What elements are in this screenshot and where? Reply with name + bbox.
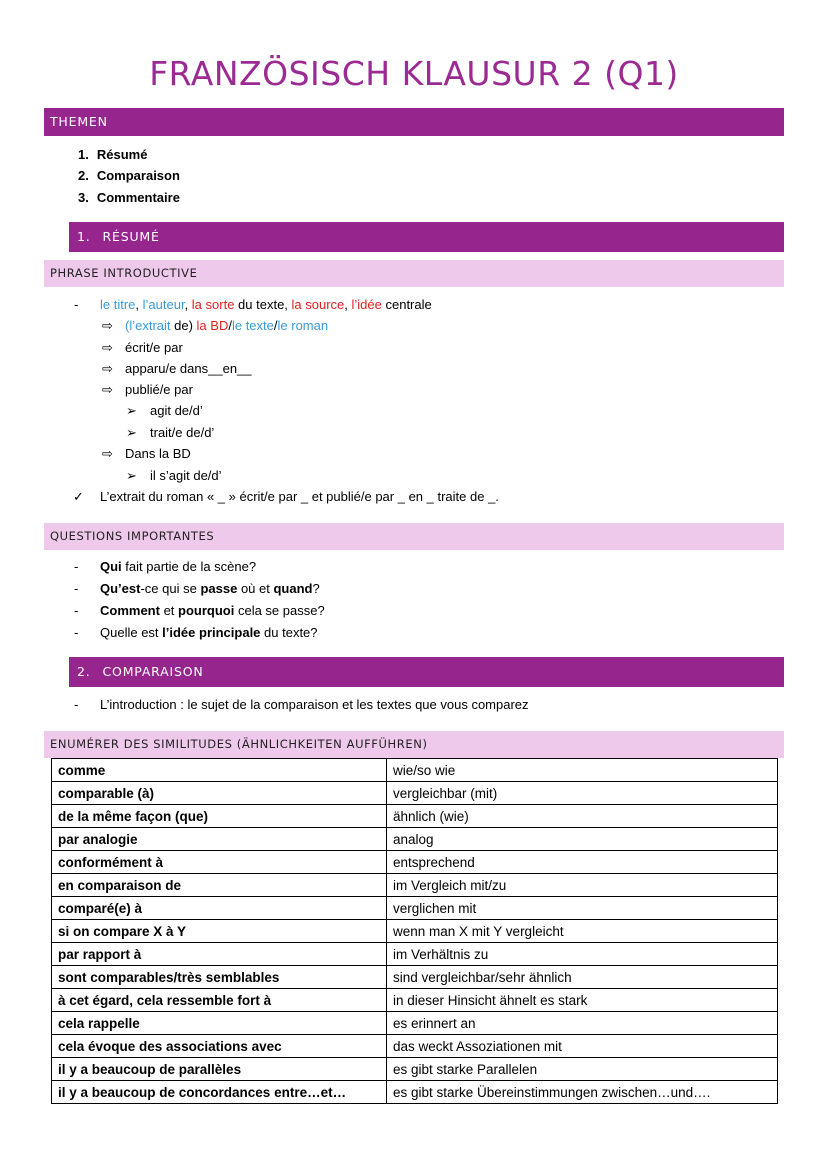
item-number: 2.	[78, 168, 89, 183]
dash-bullet: -	[74, 559, 79, 574]
sep: /	[228, 318, 232, 333]
french-expression-cell: sont comparables/très semblables	[52, 966, 387, 989]
q-keyword: Qui	[100, 559, 122, 574]
intro-line-3: écrit/e par	[125, 340, 183, 355]
french-expression-cell: il y a beaucoup de parallèles	[52, 1058, 387, 1081]
dash-bullet: -	[74, 603, 79, 618]
section-header-resume	[69, 222, 784, 252]
sep: centrale	[381, 297, 432, 312]
german-translation-cell: analog	[387, 828, 778, 851]
themen-header-label: THEMEN	[50, 114, 108, 129]
table-row	[52, 966, 778, 989]
arrow-right-icon: ⇨	[102, 382, 113, 397]
term-idee: l’idée	[351, 297, 382, 312]
arrow-right-icon: ⇨	[102, 318, 113, 333]
french-expression-cell: de la même façon (que)	[52, 805, 387, 828]
intro-elements-line	[100, 297, 432, 312]
term-bd: la BD	[196, 318, 229, 333]
page-title: FRANZÖSISCH KLAUSUR 2 (Q1)	[149, 54, 679, 93]
item-label: Résumé	[96, 147, 148, 162]
q-text: du texte?	[260, 625, 318, 640]
question-1	[100, 559, 256, 574]
q-keyword: Comment	[100, 603, 160, 618]
q-text: où et	[237, 581, 274, 596]
term-sorte: la sorte	[191, 297, 235, 312]
table-row	[52, 828, 778, 851]
french-expression-cell: il y a beaucoup de concordances entre…et…	[52, 1081, 387, 1104]
section-number: 1.	[77, 229, 91, 244]
comparaison-intro: L’introduction : le sujet de la comparaison et les textes que vous comparez	[100, 697, 529, 712]
table-row	[52, 1012, 778, 1035]
german-translation-cell: verglichen mit	[387, 897, 778, 920]
dash-bullet: -	[74, 625, 79, 640]
term-auteur: l’auteur	[142, 297, 185, 312]
table-row	[52, 1058, 778, 1081]
arrowhead-bullet-icon: ➢	[126, 468, 137, 483]
term-source: la source	[291, 297, 345, 312]
german-translation-cell: entsprechend	[387, 851, 778, 874]
question-3	[100, 603, 325, 618]
subheader-questions-importantes: QUESTIONS IMPORTANTES	[44, 523, 784, 550]
german-translation-cell: es gibt starke Übereinstimmungen zwischen…und….	[387, 1081, 778, 1104]
q-text: cela se passe?	[234, 603, 325, 618]
themen-item-3	[78, 190, 180, 205]
german-translation-cell: im Verhältnis zu	[387, 943, 778, 966]
dash-bullet: -	[74, 581, 79, 596]
question-4	[100, 625, 318, 640]
q-keyword: Qu’est	[100, 581, 141, 596]
intro-line-4: apparu/e dans__en__	[125, 361, 252, 376]
french-expression-cell: comparable (à)	[52, 782, 387, 805]
section-number: 2.	[77, 664, 91, 679]
german-translation-cell: ähnlich (wie)	[387, 805, 778, 828]
paren: (	[125, 318, 130, 333]
table-row	[52, 1081, 778, 1104]
table-row	[52, 805, 778, 828]
arrow-right-icon: ⇨	[102, 446, 113, 461]
term-roman: le roman	[277, 318, 329, 333]
german-translation-cell: es erinnert an	[387, 1012, 778, 1035]
german-translation-cell: wie/so wie	[387, 759, 778, 782]
table-row	[52, 874, 778, 897]
german-translation-cell: vergleichbar (mit)	[387, 782, 778, 805]
intro-line-5: publié/e par	[125, 382, 193, 397]
arrowhead-bullet-icon: ➢	[126, 425, 137, 440]
sep: de)	[170, 318, 197, 333]
themen-item-1	[78, 147, 147, 162]
term-extrait: l’extrait	[129, 318, 171, 333]
q-text: ?	[312, 581, 320, 596]
french-expression-cell: par analogie	[52, 828, 387, 851]
table-row	[52, 851, 778, 874]
sep: ,	[184, 297, 192, 312]
dash-bullet: -	[74, 297, 79, 312]
sep: ,	[135, 297, 143, 312]
section-label: COMPARAISON	[102, 664, 204, 679]
question-2	[100, 581, 320, 596]
subheader-similitudes: ENUMÉRER DES SIMILITUDES (ÄHNLICHKEITEN AUFFÜHREN)	[44, 731, 784, 758]
item-number: 3.	[78, 190, 89, 205]
french-expression-cell: comparé(e) à	[52, 897, 387, 920]
section-label: RÉSUMÉ	[102, 229, 160, 244]
german-translation-cell: im Vergleich mit/zu	[387, 874, 778, 897]
german-translation-cell: das weckt Assoziationen mit	[387, 1035, 778, 1058]
table-row	[52, 989, 778, 1012]
arrowhead-bullet-icon: ➢	[126, 403, 137, 418]
table-row	[52, 759, 778, 782]
sep: /	[273, 318, 278, 333]
item-number: 1.	[78, 147, 89, 162]
section-header-comparaison	[69, 657, 784, 687]
q-text: Quelle est	[100, 625, 163, 640]
q-keyword: pourquoi	[178, 603, 235, 618]
table-row	[52, 897, 778, 920]
intro-line-2	[125, 318, 328, 333]
french-expression-cell: cela rappelle	[52, 1012, 387, 1035]
q-keyword: l’idée principale	[162, 625, 261, 640]
french-expression-cell: à cet égard, cela ressemble fort à	[52, 989, 387, 1012]
german-translation-cell: sind vergleichbar/sehr ähnlich	[387, 966, 778, 989]
term-texte: le texte	[231, 318, 274, 333]
intro-line-8: Dans la BD	[125, 446, 191, 461]
intro-line-9: il s’agit de/d’	[150, 468, 222, 483]
q-text: fait partie de la scène?	[121, 559, 257, 574]
table-row	[52, 943, 778, 966]
intro-line-6: agit de/d’	[150, 403, 203, 418]
french-expression-cell: si on compare X à Y	[52, 920, 387, 943]
checkmark-icon: ✓	[73, 489, 84, 504]
french-expression-cell: en comparaison de	[52, 874, 387, 897]
dash-bullet: -	[74, 697, 79, 712]
french-expression-cell: cela évoque des associations avec	[52, 1035, 387, 1058]
q-keyword: passe	[200, 581, 238, 596]
sep: ,	[344, 297, 352, 312]
subheader-phrase-introductive: PHRASE INTRODUCTIVE	[44, 260, 784, 287]
french-expression-cell: par rapport à	[52, 943, 387, 966]
german-translation-cell: in dieser Hinsicht ähnelt es stark	[387, 989, 778, 1012]
section-header-themen	[44, 108, 784, 136]
themen-item-2	[78, 168, 180, 183]
intro-line-7: trait/e de/d’	[150, 425, 215, 440]
table-row	[52, 1035, 778, 1058]
german-translation-cell: es gibt starke Parallelen	[387, 1058, 778, 1081]
q-keyword: quand	[273, 581, 313, 596]
german-translation-cell: wenn man X mit Y vergleicht	[387, 920, 778, 943]
french-expression-cell: comme	[52, 759, 387, 782]
sep: du texte,	[234, 297, 292, 312]
arrow-right-icon: ⇨	[102, 361, 113, 376]
table-row	[52, 782, 778, 805]
item-label: Commentaire	[96, 190, 180, 205]
french-expression-cell: conformément à	[52, 851, 387, 874]
similitudes-table	[51, 758, 778, 1104]
arrow-right-icon: ⇨	[102, 340, 113, 355]
q-text: et	[159, 603, 179, 618]
item-label: Comparaison	[96, 168, 180, 183]
term-titre: le titre	[100, 297, 136, 312]
intro-example-sentence: L’extrait du roman « _ » écrit/e par _ et publié/e par _ en _ traite de _.	[100, 489, 499, 504]
table-row	[52, 920, 778, 943]
q-text: -ce qui se	[140, 581, 201, 596]
